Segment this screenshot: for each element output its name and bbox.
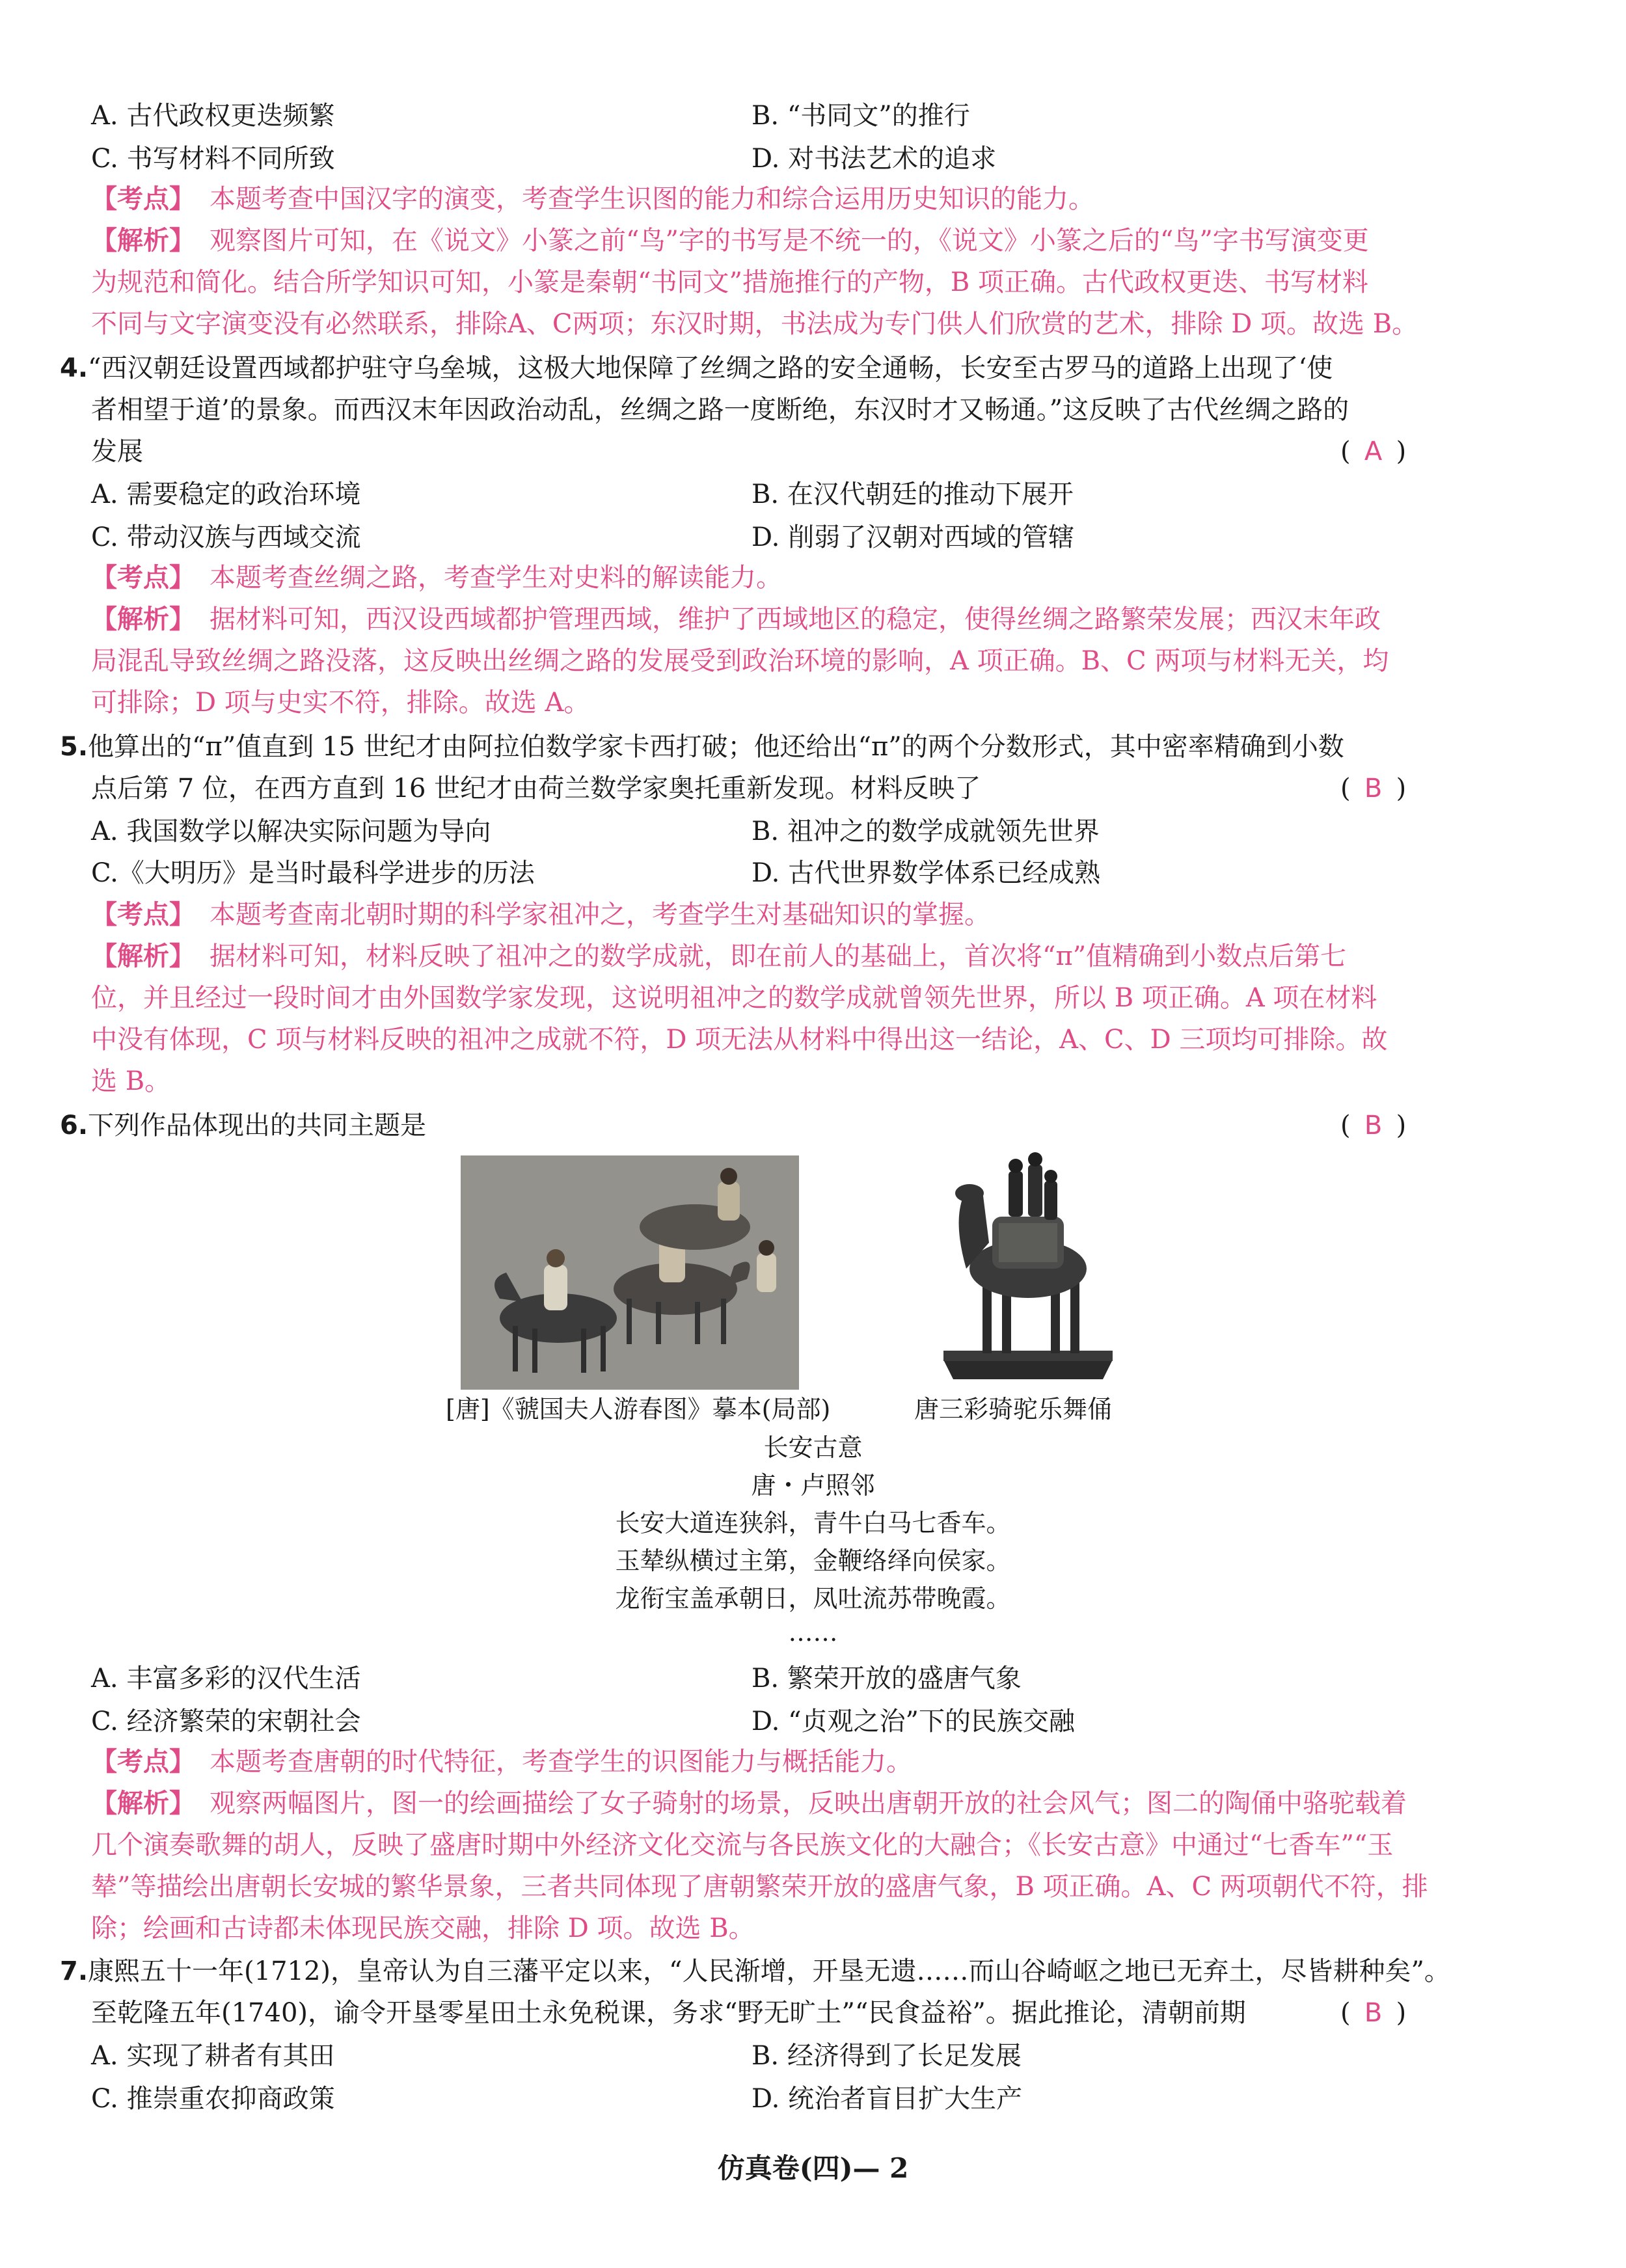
q5-number: 5.: [60, 732, 88, 762]
paren-close: ): [1396, 774, 1407, 803]
camel-caption: 唐三彩骑驼乐舞俑: [914, 1395, 1113, 1424]
q4-option-c: C. 带动汉族与西域交流: [91, 522, 361, 552]
q5-kaodian: [91, 894, 990, 936]
page-footer: 仿真卷(四)— 2: [717, 2152, 909, 2184]
q6-answer-bracket: [1340, 1105, 1406, 1146]
q4-jiexi-line-3: 可排除；D 项与史实不符，排除。故选 A。: [91, 688, 590, 718]
q3-option-a: A. 古代政权更迭频繁: [91, 101, 335, 131]
q6-number: 6.: [60, 1111, 88, 1141]
paren-open: (: [1340, 1111, 1351, 1141]
q4-jiexi-line-1: [91, 599, 1381, 640]
q5-jiexi-line-4: 选 B。: [91, 1066, 171, 1096]
q3-option-d: D. 对书法艺术的追求: [752, 144, 997, 174]
q6-option-c: C. 经济繁荣的宋朝社会: [91, 1707, 361, 1736]
q5-kaodian-text: 本题考查南北朝时期的科学家祖冲之，考查学生对基础知识的掌握。: [210, 900, 990, 930]
q4-stem-line-2: 者相望于道’的景象。而西汉末年因政治动乱，丝绸之路一度断绝，东汉时才又畅通。”这反映了古代丝绸之路的: [91, 395, 1349, 425]
q4-stem-text-1: “西汉朝廷设置西域都护驻守乌垒城，这极大地保障了丝绸之路的安全通畅，长安至古罗马的道路上出现了‘使: [88, 353, 1333, 383]
q4-jiexi-text-1: 据材料可知，西汉设西域都护管理西域，维护了西域地区的稳定，使得丝绸之路繁荣发展；西汉末年政: [210, 604, 1381, 634]
paren-open: (: [1340, 1998, 1351, 2028]
q6-stem-text: 下列作品体现出的共同主题是: [88, 1111, 427, 1141]
q5-answer: B: [1364, 774, 1383, 803]
poem-title: 长安古意: [763, 1433, 863, 1462]
jiexi-tag: 【解析】: [91, 604, 195, 634]
jiexi-tag: 【解析】: [91, 1789, 195, 1818]
q4-option-d: D. 削弱了汉朝对西域的管辖: [752, 522, 1075, 552]
q5-stem-line-2: 点后第 7 位，在西方直到 16 世纪才由荷兰数学家奥托重新发现。材料反映了: [91, 774, 981, 803]
poem-line-2: 玉辇纵横过主第，金鞭络绎向侯家。: [615, 1546, 1011, 1575]
q5-jiexi-line-3: 中没有体现，C 项与材料反映的祖冲之成就不符，D 项无法从材料中得出这一结论，A、C、D 三项均可排除。故: [91, 1025, 1388, 1055]
q6-kaodian-text: 本题考查唐朝的时代特征，考查学生的识图能力与概括能力。: [210, 1747, 912, 1777]
q4-stem-line-3: 发展: [91, 437, 143, 466]
q4-answer-bracket: [1340, 431, 1406, 472]
q4-answer: A: [1364, 437, 1383, 466]
painting-caption: [唐]《虢国夫人游春图》摹本(局部): [446, 1395, 831, 1424]
q6-option-b: B. 繁荣开放的盛唐气象: [752, 1664, 1022, 1694]
q7-stem-text-1: 康熙五十一年(1712)，皇帝认为自三藩平定以来，“人民渐增，开垦无遗……而山谷崎岖之地已无弃土，尽皆耕种矣”。: [88, 1956, 1450, 1986]
q6-answer: B: [1364, 1111, 1383, 1141]
q3-kaodian: [91, 178, 1094, 220]
q4-number: 4.: [60, 353, 88, 383]
q3-jiexi-line-3: 不同与文字演变没有必然联系，排除A、C两项；东汉时期，书法成为专门供人们欣赏的艺术，排除 D 项。故选 B。: [91, 309, 1418, 339]
painting-image: [461, 1155, 799, 1390]
q5-option-c: C.《大明历》是当时最科学进步的历法: [91, 858, 535, 888]
q7-option-c: C. 推崇重农抑商政策: [91, 2084, 335, 2114]
q5-jiexi-text-1: 据材料可知，材料反映了祖冲之的数学成就，即在前人的基础上，首次将“π”值精确到小数点后第七: [210, 941, 1347, 971]
paren-open: (: [1340, 774, 1351, 803]
q5-option-d: D. 古代世界数学体系已经成熟: [752, 858, 1101, 888]
jiexi-tag: 【解析】: [91, 941, 195, 971]
q4-option-b: B. 在汉代朝廷的推动下展开: [752, 479, 1074, 509]
paren-open: (: [1340, 437, 1351, 466]
q7-option-d: D. 统治者盲目扩大生产: [752, 2084, 1023, 2114]
q7-stem-line-1: [60, 1951, 1450, 1992]
q3-jiexi-line-2: 为规范和简化。结合所学知识可知，小篆是秦朝“书同文”措施推行的产物，B 项正确。古代政权更迭、书写材料: [91, 267, 1369, 297]
q4-kaodian-text: 本题考查丝绸之路，考查学生对史料的解读能力。: [210, 563, 782, 593]
q4-stem-line-1: [60, 347, 1333, 389]
paren-close: ): [1396, 1998, 1407, 2028]
jiexi-tag: 【解析】: [91, 226, 195, 256]
q6-jiexi-line-2: 几个演奏歌舞的胡人，反映了盛唐时期中外经济文化交流与各民族文化的大融合；《长安古意》中通过“七香车”“玉: [91, 1830, 1394, 1860]
q6-jiexi-line-1: [91, 1783, 1407, 1824]
poem-ellipsis: ……: [788, 1618, 838, 1647]
q6-kaodian: [91, 1741, 912, 1783]
q3-kaodian-text: 本题考查中国汉字的演变，考查学生识图的能力和综合运用历史知识的能力。: [210, 184, 1094, 214]
q3-option-c: C. 书写材料不同所致: [91, 144, 335, 174]
q6-jiexi-line-3: 辇”等描绘出唐朝长安城的繁华景象，三者共同体现了唐朝繁荣开放的盛唐气象，B 项正确。A、C 两项朝代不符，排: [91, 1872, 1428, 1902]
poem-line-1: 长安大道连狭斜，青牛白马七香车。: [615, 1509, 1011, 1537]
q4-kaodian: [91, 557, 782, 599]
q3-option-b: B. “书同文”的推行: [752, 101, 970, 131]
q7-option-a: A. 实现了耕者有其田: [91, 2041, 335, 2071]
q5-stem-line-1: [60, 726, 1344, 768]
q4-option-a: A. 需要稳定的政治环境: [91, 479, 361, 509]
q7-number: 7.: [60, 1956, 88, 1986]
q6-option-a: A. 丰富多彩的汉代生活: [91, 1664, 361, 1694]
q5-option-a: A. 我国数学以解决实际问题为导向: [91, 817, 491, 846]
camel-figurine-image: [937, 1145, 1119, 1386]
q6-jiexi-text-1: 观察两幅图片，图一的绘画描绘了女子骑射的场景，反映出唐朝开放的社会风气；图二的陶俑中骆驼载着: [210, 1789, 1407, 1818]
q6-jiexi-line-4: 除；绘画和古诗都未体现民族交融，排除 D 项。故选 B。: [91, 1913, 755, 1943]
paren-close: ): [1396, 1111, 1407, 1141]
q5-answer-bracket: [1340, 768, 1406, 809]
q7-option-b: B. 经济得到了长足发展: [752, 2041, 1022, 2071]
q3-jiexi-line-1: [91, 220, 1369, 262]
kaodian-tag: 【考点】: [91, 900, 195, 930]
q6-stem: [60, 1105, 426, 1146]
paren-close: ): [1396, 437, 1407, 466]
poem-line-3: 龙衔宝盖承朝日，凤吐流苏带晚霞。: [615, 1584, 1011, 1613]
q3-jiexi-text-1: 观察图片可知，在《说文》小篆之前“鸟”字的书写是不统一的，《说文》小篆之后的“鸟”字书写演变更: [210, 226, 1369, 256]
q5-stem-text-1: 他算出的“π”值直到 15 世纪才由阿拉伯数学家卡西打破；他还给出“π”的两个分数形式，其中密率精确到小数: [88, 732, 1344, 762]
q4-jiexi-line-2: 局混乱导致丝绸之路没落，这反映出丝绸之路的发展受到政治环境的影响，A 项正确。B、C 两项与材料无关，均: [91, 646, 1389, 676]
kaodian-tag: 【考点】: [91, 563, 195, 593]
poem-author: 唐・卢照邻: [751, 1471, 875, 1500]
q5-jiexi-line-1: [91, 936, 1346, 977]
q7-answer-bracket: [1340, 1992, 1406, 2034]
q6-option-d: D. “贞观之治”下的民族交融: [752, 1707, 1075, 1736]
kaodian-tag: 【考点】: [91, 184, 195, 214]
q7-answer: B: [1364, 1998, 1383, 2028]
kaodian-tag: 【考点】: [91, 1747, 195, 1777]
q5-option-b: B. 祖冲之的数学成就领先世界: [752, 817, 1100, 846]
q5-jiexi-line-2: 位，并且经过一段时间才由外国数学家发现，这说明祖冲之的数学成就曾领先世界，所以 B 项正确。A 项在材料: [91, 983, 1377, 1013]
q7-stem-line-2: 至乾隆五年(1740)，谕令开垦零星田土永免税课，务求“野无旷土”“民食益裕”。据此推论，清朝前期: [91, 1998, 1246, 2028]
